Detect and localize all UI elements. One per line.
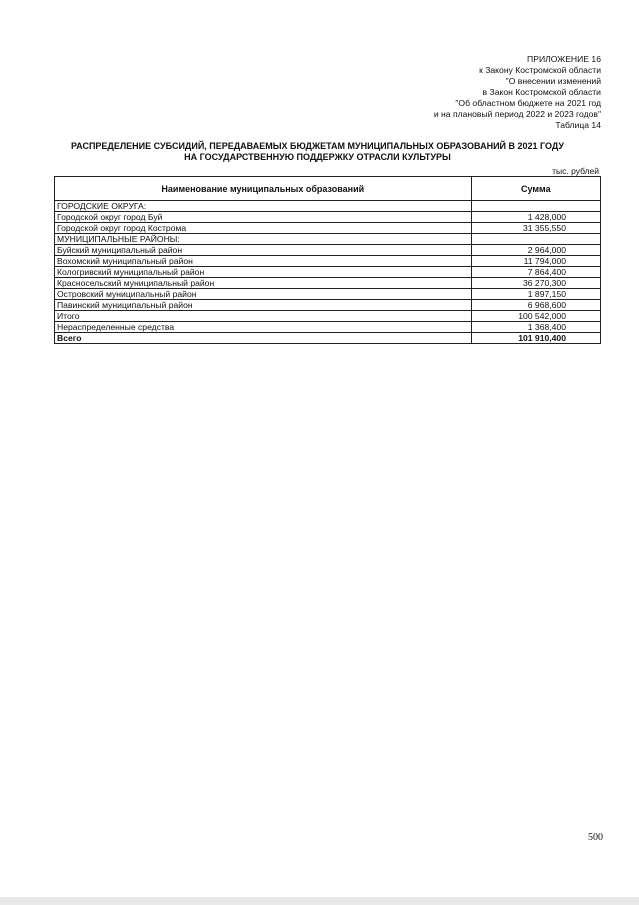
subtotal-row [55,311,601,322]
units-label: тыс. рублей [552,166,599,176]
table-row [55,267,601,278]
appendix-line: "О внесении изменений [505,76,601,86]
subsidies-table [54,176,601,344]
row-name: Городской округ город Кострома [55,223,472,234]
row-sum: 100 542,000 [471,311,600,322]
table-row [55,256,601,267]
table-row [55,278,601,289]
table-row [55,300,601,311]
table-row [55,245,601,256]
row-sum: 36 270,300 [471,278,600,289]
table-row [55,289,601,300]
row-name: Нераспределенные средства [55,322,472,333]
appendix-line: ПРИЛОЖЕНИЕ 16 [527,54,601,64]
grand-total-row [55,333,601,344]
title-line-1: РАСПРЕДЕЛЕНИЕ СУБСИДИЙ, ПЕРЕДАВАЕМЫХ БЮДЖЕТАМ МУНИЦИПАЛЬНЫХ ОБРАЗОВАНИЙ В 2021 ГОДУ [70,141,565,151]
table-row [55,322,601,333]
row-name: Островский муниципальный район [55,289,472,300]
table-row [55,234,601,245]
row-sum: 31 355,550 [471,223,600,234]
column-header-name: Наименование муниципальных образований [55,177,472,201]
scan-edge [0,897,639,905]
row-name: ГОРОДСКИЕ ОКРУГА: [55,201,472,212]
appendix-line: к Закону Костромской области [479,65,601,75]
appendix-line: и на плановый период 2022 и 2023 годов" [433,109,601,119]
title-line-2: НА ГОСУДАРСТВЕННУЮ ПОДДЕРЖКУ ОТРАСЛИ КУЛЬТУРЫ [184,152,451,162]
row-sum: 11 794,000 [471,256,600,267]
page-number: 500 [588,832,603,843]
document-title [50,141,585,163]
table-row [55,212,601,223]
table-row [55,223,601,234]
row-name: Вохомский муниципальный район [55,256,472,267]
row-sum: 1 897,150 [471,289,600,300]
row-name: Всего [55,333,472,344]
row-name: МУНИЦИПАЛЬНЫЕ РАЙОНЫ: [55,234,472,245]
appendix-line: "Об областном бюджете на 2021 год [455,98,601,108]
table-number: Таблица 14 [555,120,601,130]
row-sum: 101 910,400 [471,333,600,344]
table-row [55,201,601,212]
column-header-sum: Сумма [471,177,600,201]
row-sum: 2 964,000 [471,245,600,256]
row-sum [471,234,600,245]
row-name: Городской округ город Буй [55,212,472,223]
appendix-header [434,54,601,131]
table-header-row [55,177,601,201]
row-sum: 6 968,600 [471,300,600,311]
appendix-line: в Закон Костромской области [482,87,601,97]
row-name: Красносельский муниципальный район [55,278,472,289]
row-sum: 1 368,400 [471,322,600,333]
row-sum: 7 864,400 [471,267,600,278]
row-sum: 1 428,000 [471,212,600,223]
row-name: Павинский муниципальный район [55,300,472,311]
row-name: Буйский муниципальный район [55,245,472,256]
row-sum [471,201,600,212]
row-name: Кологривский муниципальный район [55,267,472,278]
row-name: Итого [55,311,472,322]
